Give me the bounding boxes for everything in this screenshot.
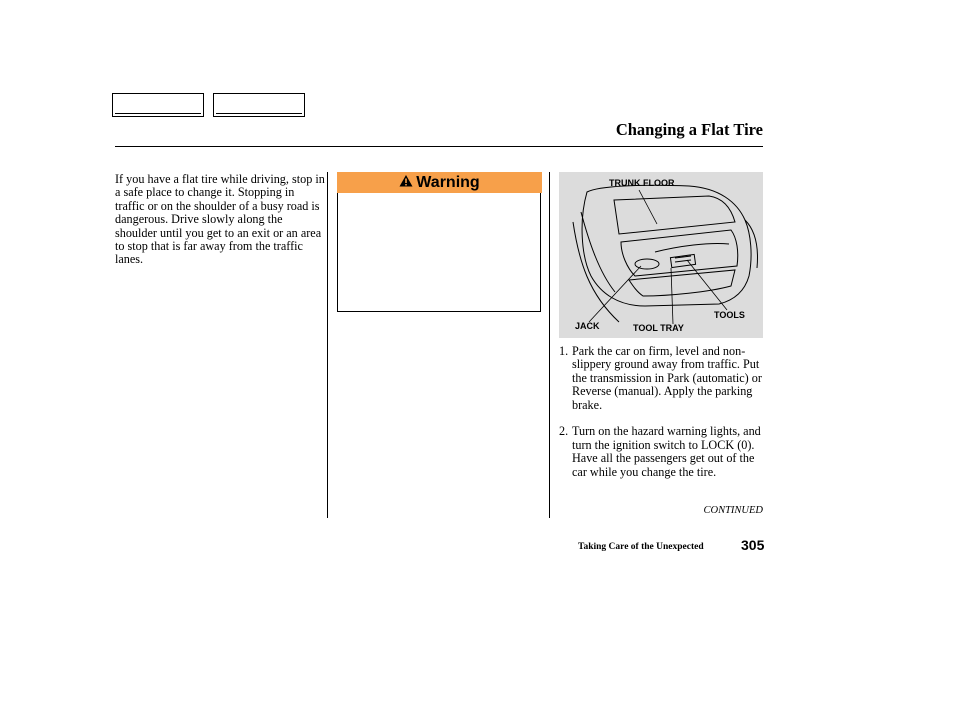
header-rule [115,146,763,147]
column-divider-left [327,172,328,518]
warning-triangle-icon [399,174,413,192]
page-number: 305 [741,537,765,553]
warning-box [337,193,541,312]
figure-label-tools: TOOLS [714,310,745,320]
figure-label-jack: JACK [575,321,600,331]
intro-paragraph: If you have a flat tire while driving, stop in a safe place to change it. Stopping in traffic or on the shoulder of a busy road is dangerous. Drive slowly along the shoulder until you get to an exit or an area to stop that is far away from the traffic lanes. [115,172,325,267]
instruction-steps [559,345,769,492]
step-text: Park the car on firm, level and non-slippery ground away from traffic. Put the transmission in Park (automatic) or Reverse (manual). Apply the parking brake. [572,344,762,412]
continued-note: CONTINUED [703,505,763,516]
step-text: Turn on the hazard warning lights, and turn the ignition switch to LOCK (0). Have all the passengers get out of the car while you change the tire. [572,424,761,479]
step-item [559,425,769,479]
nav-button-main-menu[interactable] [112,93,204,117]
page-title: Changing a Flat Tire [615,120,763,139]
figure-label-tool-tray: TOOL TRAY [633,323,684,333]
step-item [559,345,769,412]
figure-label-trunk-floor: TRUNK FLOOR [609,178,675,188]
warning-label: Warning [416,173,480,191]
trunk-illustration [559,172,763,338]
step-number: 1. [559,344,569,358]
column-divider-right [549,172,550,518]
warning-header [337,172,542,193]
step-number: 2. [559,424,569,439]
footer-section-title: Taking Care of the Unexpected [578,542,704,552]
nav-button-table-of-contents[interactable] [213,93,305,117]
